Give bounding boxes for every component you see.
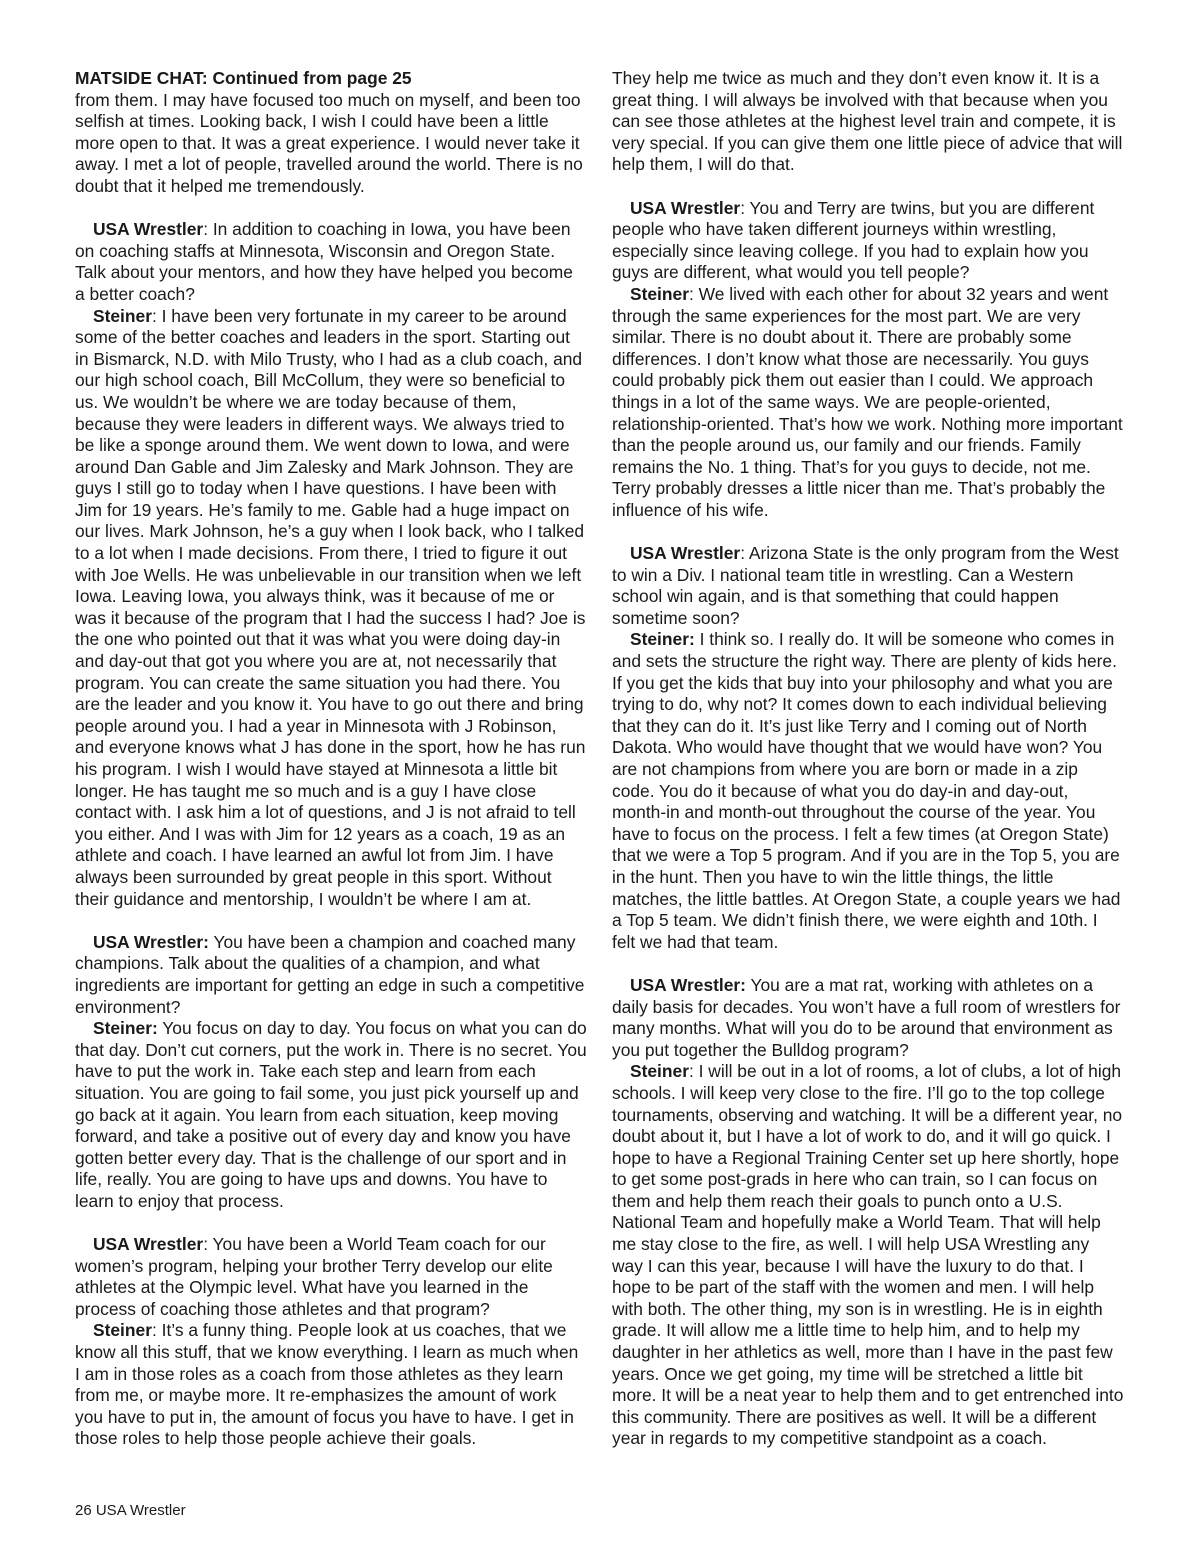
question-text: : Arizona State is the only program from the West to win a Div. I national team title in wrestling. Can a Western school win again, and is that something that could happen sometime soon?: [612, 543, 1119, 628]
answer-paragraph: [612, 1061, 1124, 1450]
question-paragraph: [612, 198, 1124, 284]
question-text: : In addition to coaching in Iowa, you have been on coaching staffs at Minnesota, Wisconsin and Oregon State. Talk about your mentors, and how they have helped you become a better coach?: [75, 219, 573, 304]
continued-heading: MATSIDE CHAT: Continued from page 25: [75, 68, 412, 88]
speaker-label: Steiner:: [93, 1018, 158, 1039]
question-text: : You and Terry are twins, but you are different people who have taken different journeys within wrestling, especially since leaving college. If you had to explain how you guys are different, what would you tell people?: [612, 197, 1095, 283]
question-text: : You have been a World Team coach for our women’s program, helping your brother Terry develop our elite athletes at the Olympic level. What have you learned in the process of coaching those athletes and that program?: [75, 1234, 553, 1319]
question-paragraph: [75, 932, 587, 1018]
intro-paragraph: They help me twice as much and they don’t even know it. It is a great thing. I will always be involved with that because when you can see those athletes at the highest level train and compete, it is very special. If you can give them one little piece of advice that will help them, I will do that.: [612, 68, 1123, 175]
answer-paragraph: [75, 1018, 587, 1212]
intro-paragraph: from them. I may have focused too much on myself, and been too selfish at times. Looking back, I wish I could have been a little more open to that. It was a great experience. I would never take it away. I met a lot of people, travelled around the world. There is no doubt that it helped me tremendously.: [75, 89, 583, 196]
right-column: [612, 68, 1124, 1450]
left-column: [75, 68, 587, 1450]
speaker-label: Steiner: [93, 1320, 152, 1341]
speaker-label: USA Wrestler: [93, 1234, 204, 1255]
answer-paragraph: [75, 306, 587, 911]
answer-text: : We lived with each other for about 32 years and went through the same experiences for the most part. We are very similar. There is no doubt about it. There are probably some differences. I don’t know what those are necessarily. You guys could probably pick them out easier than I could. We approach things in a lot of the same ways. We are people-oriented, relationship-oriented. That’s how we work. Nothing more important than the people around us, our family and our friends. Family remains the No. 1 thing. That’s for you guys to decide, not me. Terry probably dresses a little nicer than me. That’s probably the influence of his wife.: [612, 283, 1123, 520]
question-text: You are a mat rat, working with athletes on a daily basis for decades. You won’t have a full room of wrestlers for many months. What will you do to be around that environment as you put together the Bulldog program?: [612, 974, 1121, 1060]
question-paragraph: [75, 219, 587, 305]
answer-text: : I have been very fortunate in my career to be around some of the better coaches and leaders in the sport. Starting out in Bismarck, N.D. with Milo Trusty, who I had as a club coach, and our high school coach, Bill McCollum, they were so beneficial to us. We wouldn’t be where we are today because of them, because they were leaders in different ways. We always tried to be like a sponge around them. We went down to Iowa, and were around Dan Gable and Jim Zalesky and Mark Johnson. They are guys I still go to today when I have questions. I have been with Jim for 19 years. He’s family to me. Gable had a huge impact on our lives. Mark Johnson, he’s a guy when I look back, who I talked to a lot when I made decisions. From there, I tried to figure it out with Joe Wells. He was unbelievable in our transition when we left Iowa. Leaving Iowa, you always think, was it because of me or was it because of the program that I had the success I had? Joe is the one who pointed out that it was what you were doing day-in and day-out that got you where you are at, not necessarily that program. You can create the same situation you had there. You are the leader and you know it. You have to go out there and bring people around you. I had a year in Minnesota with J Robinson, and everyone knows what J has done in the sport, how he has run his program. I wish I would have stayed at Minnesota a little bit longer. He has taught me so much and is a guy I have close contact with. I ask him a lot of questions, and J is not afraid to tell you either. And I was with Jim for 12 years as a coach, 19 as an athlete and coach. I have learned an awful lot from Jim. I have always been surrounded by great people in this sport. Without their guidance and mentorship, I wouldn’t be where I am at.: [75, 305, 586, 909]
answer-text: I think so. I really do. It will be someone who comes in and sets the structure the right way. There are plenty of kids here. If you get the kids that buy into your philosophy and what you are trying to do, why not? It comes down to each individual believing that they can do it. It’s just like Terry and I coming out of North Dakota. Who would have thought that we would have won? You are not champions from where you are born or made in a zip code. You do it because of what you do day-in and day-out, month-in and month-out throughout the course of the year. You have to focus on the process. I felt a few times (at Oregon State) that we were a Top 5 program. And if you are in the Top 5, you are in the hunt. Then you have to win the little things, the little matches, the little battles. At Oregon State, a couple years we had a Top 5 team. We didn’t finish there, we were eighth and 10th. I felt we had that team.: [612, 629, 1121, 952]
answer-paragraph: [612, 284, 1124, 522]
answer-text: You focus on day to day. You focus on what you can do that day. Don’t cut corners, put the work in. There is no secret. You have to put the work in. Take each step and learn from each situation. You are going to fail some, you just pick yourself up and go back at it again. You learn from each situation, keep moving forward, and take a positive out of every day and know you have gotten better every day. That is the challenge of our sport and in life, really. You are going to have ups and downs. You have to learn to enjoy that process.: [75, 1018, 587, 1211]
speaker-label: Steiner: [93, 305, 152, 326]
speaker-label: USA Wrestler: [630, 197, 741, 218]
speaker-label: Steiner: [630, 283, 689, 304]
answer-text: : I will be out in a lot of rooms, a lot of clubs, a lot of high schools. I will keep very close to the fire. I’ll go to the top college tournaments, observing and watching. It will be a different year, no doubt about it, but I have a lot of work to do, and it will go quick. I hope to have a Regional Training Center set up here shortly, hope to get some post-grads in here who can train, so I can focus on them and help them reach their goals to punch onto a U.S. National Team and hopefully make a World Team. That will help me stay close to the fire, as well. I will help USA Wrestling any way I can this year, because I will have the luxury to do that. I hope to be part of the staff with the women and men. I will help with both. The other thing, my son is in wrestling. He is in eighth grade. It will allow me a little time to help him, and to help my daughter in her athletics as well, more than I have in the past few years. Once we get going, my time will be stretched a little bit more. It will be a neat year to help them and to get entrenched into this community. There are positives as well. It will be a different year in regards to my competitive standpoint as a coach.: [612, 1061, 1124, 1449]
question-paragraph: [612, 975, 1124, 1061]
question-paragraph: [75, 1234, 587, 1320]
speaker-label: Steiner:: [630, 629, 695, 650]
question-paragraph: [612, 543, 1124, 629]
page-footer: 26 USA Wrestler: [75, 1502, 186, 1519]
answer-paragraph: [612, 629, 1124, 953]
speaker-label: USA Wrestler:: [630, 974, 746, 995]
answer-text: : It’s a funny thing. People look at us coaches, that we know all this stuff, that we know everything. I learn as much when I am in those roles as a coach from those athletes as they learn from me, or maybe more. It re-emphasizes the amount of work you have to put in, the amount of focus you have to have. I get in those roles to help those people achieve their goals.: [75, 1320, 579, 1449]
speaker-label: USA Wrestler: [93, 219, 204, 240]
speaker-label: USA Wrestler:: [93, 931, 209, 952]
question-text: You have been a champion and coached many champions. Talk about the qualities of a champion, and what ingredients are important for getting an edge in such a competitive environment?: [75, 931, 585, 1017]
answer-paragraph: [75, 1320, 587, 1450]
speaker-label: USA Wrestler: [630, 543, 741, 564]
speaker-label: Steiner: [630, 1061, 689, 1082]
